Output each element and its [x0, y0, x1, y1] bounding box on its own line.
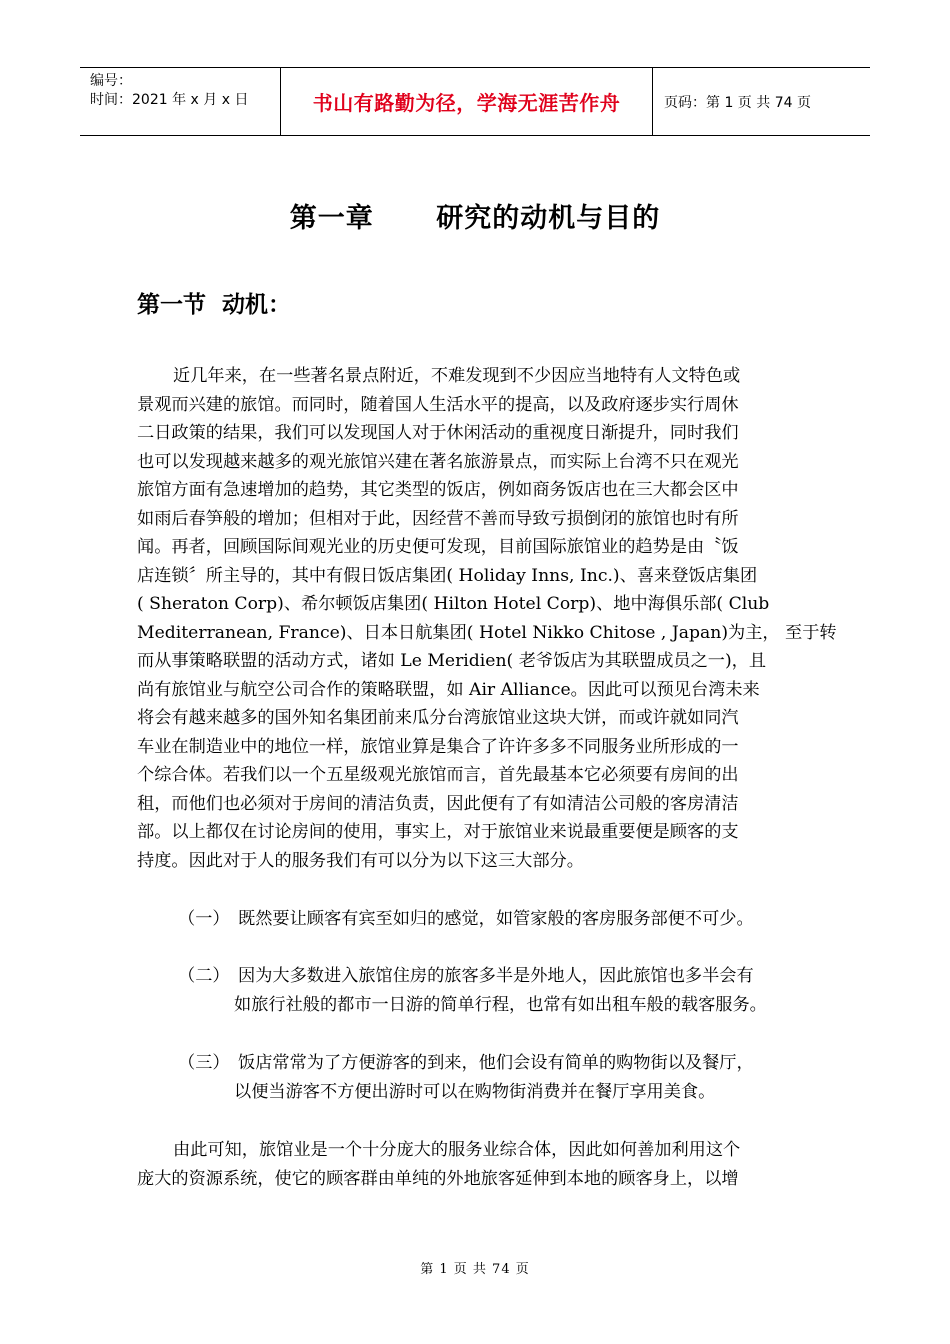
paragraph-line: ( Sheraton Corp)、希尔顿饭店集团( Hilton Hotel Corp)、地中海俱乐部( Club [137, 594, 770, 614]
document-date-label: 时间：2021 年 x 月 x 日 [90, 92, 249, 108]
paragraph-line: 景观而兴建的旅馆。而同时，随着国人生活水平的提高，以及政府逐步实行周休 [137, 394, 739, 415]
paragraph-line: 个综合体。若我们以一个五星级观光旅馆而言，首先最基本它必须要有房间的出 [137, 765, 739, 785]
paragraph-line: 闻。再者，回顾国际间观光业的历史便可发现，目前国际旅馆业的趋势是由〝饭 [137, 537, 739, 557]
paragraph-line: 将会有越来越多的国外知名集团前来瓜分台湾旅馆业这块大饼，而或许就如同汽 [137, 708, 739, 728]
paragraph-motivation [137, 362, 837, 875]
header-page-info: 页码：第 1 页 共 74 页 [664, 94, 811, 111]
paragraph-line: 旅馆方面有急速增加的趋势，其它类型的饭店，例如商务饭店也在三大都会区中 [137, 480, 739, 500]
chapter-title: 第一章 研究的动机与目的 [289, 203, 661, 234]
paragraph-line: 部。以上都仅在讨论房间的使用，事实上，对于旅馆业来说最重要便是顾客的支 [137, 822, 739, 842]
paragraph-line: 而从事策略联盟的活动方式，诸如 Le Meridien( 老爷饭店为其联盟成员之一)，且 [137, 651, 767, 671]
page-footer: 第 1 页 共 74 页 [420, 1262, 530, 1277]
paragraph-line: 二日政策的结果，我们可以发现国人对于休闲活动的重视度日渐提升，同时我们 [137, 423, 739, 443]
paragraph-line: 持度。因此对于人的服务我们有可以分为以下这三大部分。 [137, 850, 584, 871]
list-item-text: 饭店常常为了方便游客的到来，他们会设有简单的购物街以及餐厅， [238, 1053, 754, 1073]
paragraph-line: 也可以发现越来越多的观光旅馆兴建在著名旅游景点，而实际上台湾不只在观光 [137, 451, 739, 472]
paragraph-line: Mediterranean, France)、日本日航集团( Hotel Nikko Chitose , Japan)为主， 至于转 [137, 622, 837, 643]
list-item [178, 1049, 754, 1106]
list-item [178, 962, 767, 1019]
document-number-label: 编号： [90, 73, 132, 89]
section-title: 第一节 动机： [137, 292, 292, 318]
list-item-text: 因为大多数进入旅馆住房的旅客多半是外地人，因此旅馆也多半会有 [238, 966, 754, 986]
list-marker: （二） [178, 966, 230, 986]
list-marker: （三） [178, 1053, 230, 1073]
paragraph-conclusion [137, 1136, 817, 1193]
paragraph-line: 车业在制造业中的地位一样，旅馆业算是集合了许许多多不同服务业所形成的一 [137, 736, 739, 757]
list-item [178, 905, 754, 934]
paragraph-line: 由此可知，旅馆业是一个十分庞大的服务业综合体，因此如何善加利用这个 [173, 1140, 741, 1160]
header-motto: 书山有路勤为径，学海无涯苦作舟 [281, 68, 653, 135]
list-item-text: 既然要让顾客有宾至如归的感觉，如管家般的客房服务部便不可少。 [238, 909, 754, 929]
paragraph-line: 如雨后春笋般的增加；但相对于此，因经营不善而导致亏损倒闭的旅馆也时有所 [137, 508, 739, 529]
paragraph-line: 近几年来，在一些著名景点附近，不难发现到不少因应当地特有人文特色或 [173, 366, 741, 386]
list-marker: （一） [178, 909, 230, 929]
header-meta [80, 68, 281, 135]
paragraph-line: 店连锁〞所主导的，其中有假日饭店集团( Holiday Inns, Inc.)、喜来登饭店集团 [137, 565, 758, 586]
paragraph-line: 庞大的资源系统，使它的顾客群由单纯的外地旅客延伸到本地的顾客身上，以增 [137, 1168, 739, 1189]
document-header [80, 67, 870, 136]
list-item-text: 如旅行社般的都市一日游的简单行程，也常有如出租车般的载客服务。 [234, 994, 767, 1015]
paragraph-line: 尚有旅馆业与航空公司合作的策略联盟，如 Air Alliance。因此可以预见台湾未来 [137, 679, 760, 700]
paragraph-line: 租，而他们也必须对于房间的清洁负责，因此便有了有如清洁公司般的客房清洁 [137, 793, 739, 814]
list-item-text: 以便当游客不方便出游时可以在购物街消费并在餐厅享用美食。 [234, 1081, 716, 1102]
